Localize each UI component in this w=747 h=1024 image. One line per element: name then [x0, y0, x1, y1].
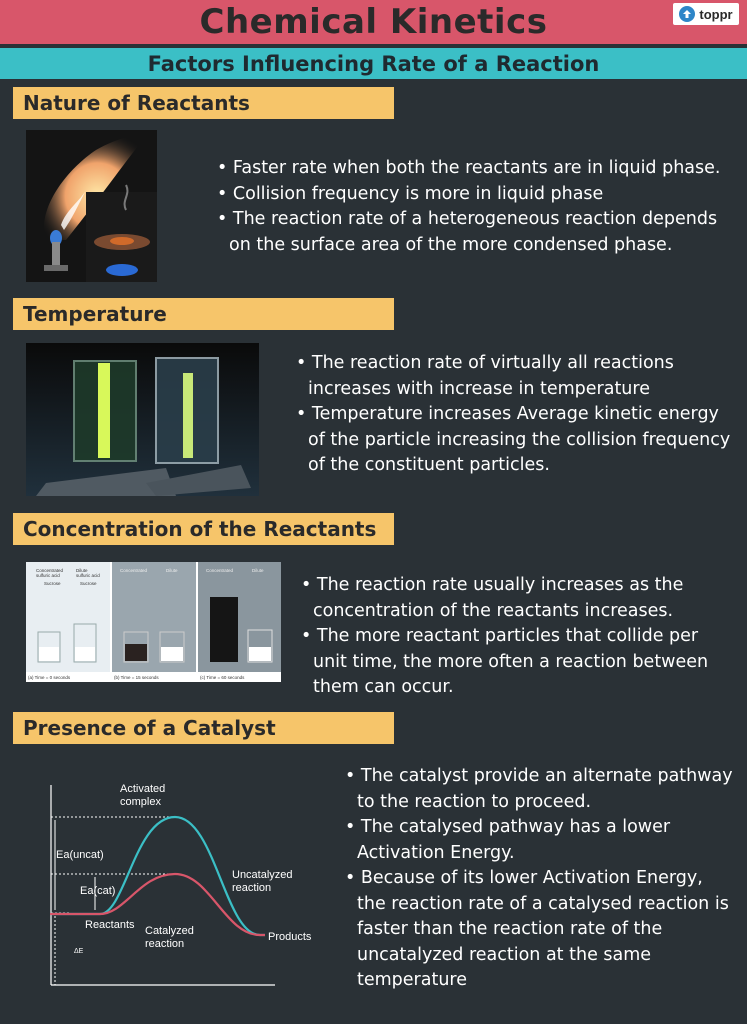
sucrose-acid-photo — [26, 562, 281, 682]
nature-bullets — [217, 156, 737, 258]
arrow-up-icon — [679, 6, 695, 22]
section-heading: Temperature — [23, 302, 167, 326]
catalyst-bullets — [345, 764, 737, 994]
label: reaction — [145, 938, 185, 950]
bullet: • The catalysed pathway has a lower Activation Energy. — [345, 815, 737, 866]
bullet: • The reaction rate of a heterogeneous reaction depends on the surface area of the more condensed phase. — [217, 207, 737, 258]
section-header-nature — [13, 87, 394, 119]
label: Ea(uncat) — [56, 849, 104, 861]
label: ΔE — [74, 948, 84, 955]
section-header-catalyst — [13, 712, 394, 744]
glowstick-beakers-photo — [26, 343, 259, 496]
label: Dilute — [166, 568, 178, 573]
label: Dilute — [252, 568, 264, 573]
toppr-logo[interactable] — [673, 3, 739, 25]
caption: (a) Time = 0 seconds — [28, 675, 71, 680]
bullet: • Temperature increases Average kinetic energy of the particle increasing the collision frequency of the constituent particles. — [296, 402, 736, 479]
section-heading: Concentration of the Reactants — [23, 517, 377, 541]
label: sulfuric acid — [36, 573, 60, 578]
label: Products — [268, 931, 312, 943]
label: Sucrose — [44, 581, 61, 586]
label: Concentrated — [206, 568, 234, 573]
bullet: • The catalyst provide an alternate pathway to the reaction to proceed. — [345, 764, 737, 815]
concentration-bullets — [301, 573, 736, 701]
label: Reactants — [85, 919, 135, 931]
bullet: • The reaction rate of virtually all reactions increases with increase in temperature — [296, 351, 736, 402]
subtitle-banner — [0, 48, 747, 79]
label: Concentrated — [36, 568, 64, 573]
section-heading: Presence of a Catalyst — [23, 716, 276, 740]
label: sulfuric acid — [76, 573, 100, 578]
brand-name: toppr — [699, 6, 733, 22]
caption: (b) Time = 15 seconds — [114, 675, 159, 680]
label: Sucrose — [80, 581, 97, 586]
label: Concentrated — [120, 568, 148, 573]
section-heading: Nature of Reactants — [23, 91, 250, 115]
label: complex — [120, 796, 161, 808]
label: Activated — [120, 783, 166, 795]
bullet: • Collision frequency is more in liquid phase — [217, 182, 737, 208]
bunsen-burner-photo — [26, 130, 157, 282]
energy-diagram — [40, 770, 340, 995]
label: Ea(cat) — [80, 885, 116, 897]
label: Catalyzed — [145, 925, 194, 937]
bullet: • Faster rate when both the reactants are in liquid phase. — [217, 156, 737, 182]
temperature-bullets — [296, 351, 736, 479]
label: Dilute — [76, 568, 88, 573]
page-title: Chemical Kinetics — [199, 2, 548, 42]
section-header-concentration — [13, 513, 394, 545]
label: Uncatalyzed — [232, 869, 293, 881]
section-header-temperature — [13, 298, 394, 330]
title-banner — [0, 0, 747, 44]
bullet: • The reaction rate usually increases as the concentration of the reactants increases. — [301, 573, 736, 624]
caption: (c) Time = 60 seconds — [200, 675, 245, 680]
page-subtitle: Factors Influencing Rate of a Reaction — [147, 51, 600, 76]
bullet: • The more reactant particles that collide per unit time, the more often a reaction between them can occur. — [301, 624, 736, 701]
label: reaction — [232, 882, 272, 894]
bullet: • Because of its lower Activation Energy, the reaction rate of a catalysed reaction is faster than the reaction rate of the uncatalyzed reaction at the same temperature — [345, 866, 737, 994]
